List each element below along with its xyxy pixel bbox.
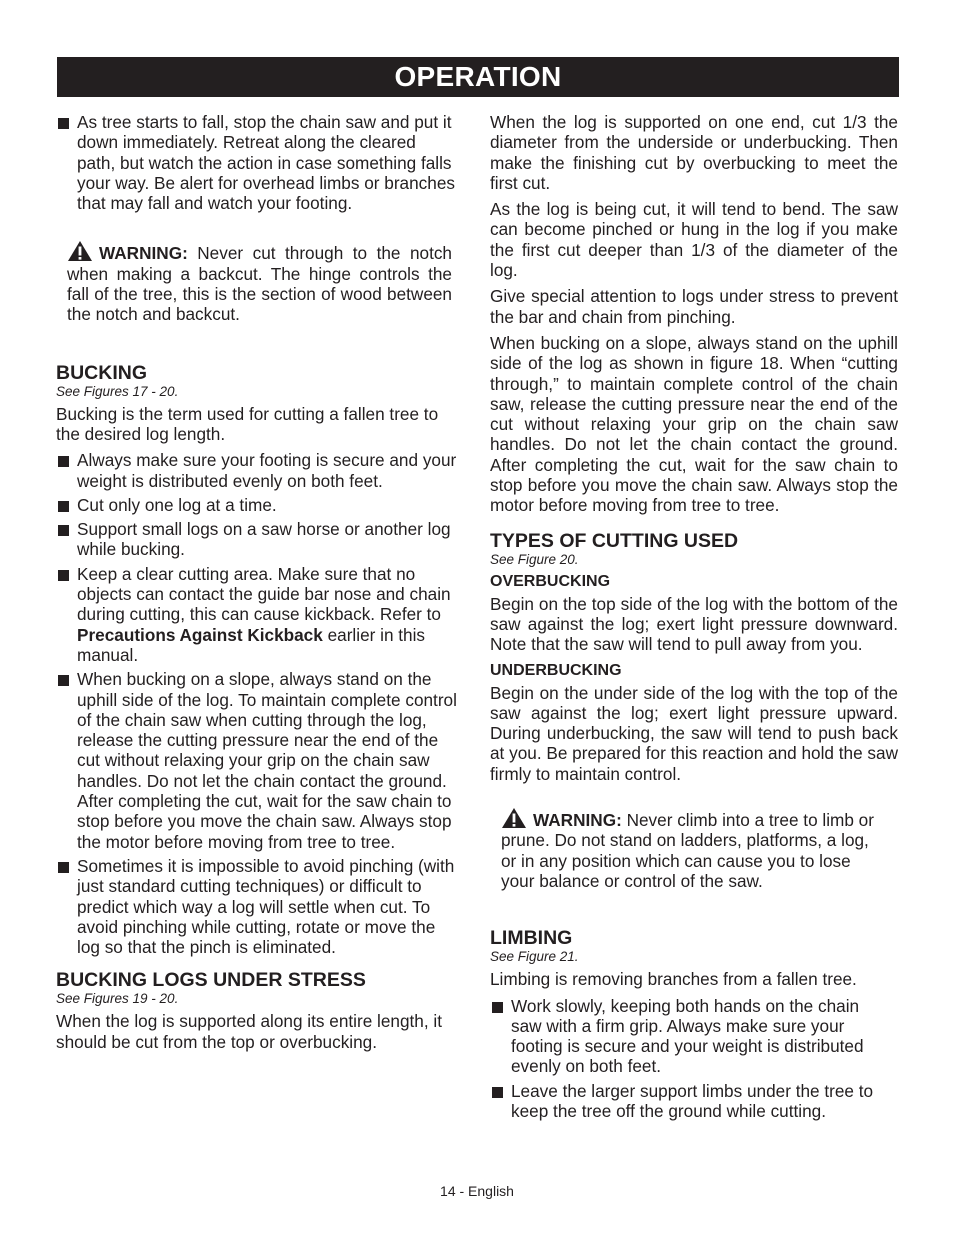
square-bullet-icon	[492, 1087, 503, 1098]
paragraph: Begin on the under side of the log with the top of the saw against the log; exert light pressure upward. During underbucking, the saw will tend to push back at you. Be prepared for this reaction and hold the saw firmly to maintain control.	[490, 682, 898, 784]
left-column	[56, 112, 464, 1058]
warning-text: Never cut through to the notch when making a backcut. The hinge controls the fall of the tree, this is the section of wood between the notch and backcut.	[67, 243, 452, 325]
limbing-list	[490, 996, 898, 1122]
figure-reference: See Figures 19 - 20.	[56, 991, 179, 1007]
bucking-section	[56, 362, 464, 958]
section-heading: BUCKING LOGS UNDER STRESS	[56, 969, 366, 992]
figure-reference: See Figure 20.	[490, 551, 579, 567]
list-item: Work slowly, keeping both hands on the chain saw with a firm grip. Always make sure your footing is secure and your weight is distributed evenly on both feet.	[490, 996, 891, 1077]
types-section	[490, 530, 898, 784]
figure-reference: See Figure 21.	[490, 949, 579, 965]
subheading: UNDERBUCKING	[490, 661, 622, 679]
intro-list	[56, 112, 464, 213]
square-bullet-icon	[58, 675, 69, 686]
warning-box	[67, 240, 452, 324]
list-item: Always make sure your footing is secure and your weight is distributed evenly on both feet.	[56, 450, 464, 491]
warning-label: WARNING:	[533, 810, 622, 831]
bucking-list	[56, 450, 464, 957]
warning-triangle-icon	[501, 807, 527, 829]
list-item: When bucking on a slope, always stand on the uphill side of the log. To maintain complete control of the chain saw when cutting through the log, release the cutting pressure near the end of the cut without relaxing your grip on the chain saw handles. Do not let the chain contact the ground. After completing the cut, wait for the saw chain to stop before you move the chain saw. Always stop the motor before moving from tree to tree.	[56, 669, 462, 852]
list-item: Keep a clear cutting area. Make sure that no objects can contact the guide bar nose and chain during cutting, this can cause kickback. Refer to Precautions Against Kickback earlier in this manual.	[56, 564, 464, 665]
warning-label: WARNING:	[99, 243, 188, 264]
figure-reference: See Figures 17 - 20.	[56, 383, 179, 399]
paragraph: As the log is being cut, it will tend to bend. The saw can become pinched or hung in the log if you make the first cut deeper than 1/3 of the diameter of the log.	[490, 199, 898, 281]
list-item: Support small logs on a saw horse or another log while bucking.	[56, 519, 467, 560]
warning-box	[501, 807, 888, 891]
paragraph: When the log is supported on one end, cut 1/3 the diameter from the underside or underbucking. Then make the finishing cut by overbucking to meet the first cut.	[490, 112, 898, 193]
limbing-section	[490, 927, 898, 1121]
stress-section	[56, 969, 464, 1052]
subheading: OVERBUCKING	[490, 572, 611, 590]
cross-reference: Precautions Against Kickback	[77, 624, 323, 645]
right-column	[490, 112, 898, 1125]
paragraph: When bucking on a slope, always stand on the uphill side of the log as shown in figure 18. When “cutting through,” to maintain complete control of the chain saw, release the cutting pressure near the end of the cut without relaxing your grip on the chain saw handles. Do not let the chain contact the ground. After completing the cut, wait for the saw chain to stop before you move the chain saw. Always stop the motor before moving from tree to tree.	[490, 332, 898, 516]
list-item: Sometimes it is impossible to avoid pinching (with just standard cutting techniques) or difficult to predict which way a log will settle when cut. To avoid pinching while cutting, rotate or move the log so that the pinch is eliminated.	[56, 856, 459, 957]
list-item: Cut only one log at a time.	[56, 495, 464, 515]
warning-text: Never climb into a tree to limb or prune. Do not stand on ladders, platforms, a log, or in any position which can cause you to lose your balance or control of the saw.	[501, 810, 874, 891]
square-bullet-icon	[58, 118, 69, 129]
paragraph: Bucking is the term used for cutting a fallen tree to the desired log length.	[56, 403, 439, 444]
page-title: OPERATION	[394, 61, 562, 92]
square-bullet-icon	[58, 570, 69, 581]
paragraph: Give special attention to logs under stress to prevent the bar and chain from pinching.	[490, 286, 898, 327]
list-item: Leave the larger support limbs under the tree to keep the tree off the ground while cutting.	[490, 1081, 891, 1122]
square-bullet-icon	[58, 862, 69, 873]
section-heading: BUCKING	[56, 361, 147, 384]
paragraph: When the log is supported along its entire length, it should be cut from the top or overbucking.	[56, 1011, 442, 1052]
section-banner	[57, 57, 899, 97]
warning-triangle-icon	[67, 240, 93, 262]
list-item: As tree starts to fall, stop the chain saw and put it down immediately. Retreat along the cleared path, but watch the action in case something falls your way. Be alert for overhead limbs or branches that may fall and watch your footing.	[56, 112, 455, 213]
section-heading: LIMBING	[490, 927, 573, 950]
paragraph: Begin on the top side of the log with the bottom of the saw against the log; exert light pressure downward. Note that the saw will tend to pull away from you.	[490, 593, 898, 655]
square-bullet-icon	[58, 525, 69, 536]
square-bullet-icon	[492, 1002, 503, 1013]
paragraph: Limbing is removing branches from a fallen tree.	[490, 969, 857, 990]
square-bullet-icon	[58, 456, 69, 467]
section-heading: TYPES OF CUTTING USED	[490, 529, 739, 552]
square-bullet-icon	[58, 501, 69, 512]
page-number: 14 - English	[440, 1183, 514, 1199]
